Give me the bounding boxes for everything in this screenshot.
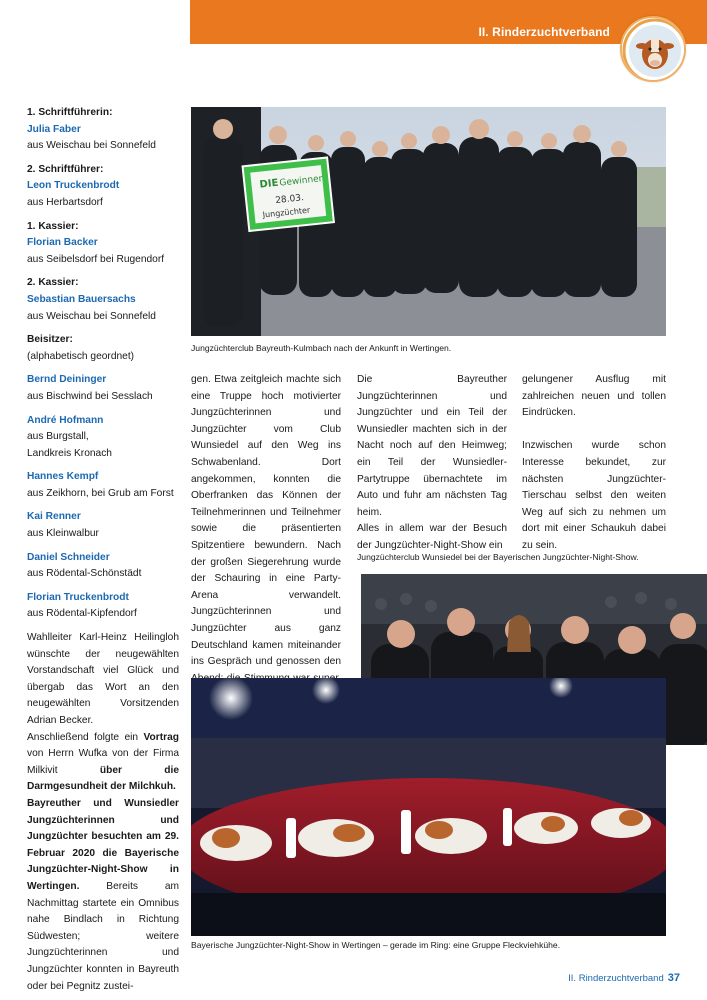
beisitzer-name: Daniel Schneider bbox=[27, 551, 110, 563]
nightshow-lead: Bayreuther und Wunsiedler Jungzüchterinnen und Jungzüchter besuchten am 29. Februar 2020 die Bayerische Jungzüchter-Night-Show in Wertingen. bbox=[27, 797, 179, 892]
caption-group-photo: Jungzüchterclub Bayreuth-Kulmbach nach der Ankunft in Wertingen. bbox=[191, 343, 452, 353]
beisitzer-block bbox=[27, 509, 179, 542]
officer-role: 2. Schriftführer: bbox=[27, 163, 104, 175]
lecture-text: Anschließend folgte ein bbox=[27, 731, 144, 743]
left-column bbox=[27, 105, 179, 995]
page-number: 37 bbox=[667, 972, 680, 984]
officer-place: aus Herbartsdorf bbox=[27, 196, 103, 208]
footer-section: II. Rinderzuchtverband bbox=[568, 973, 664, 984]
officer-name: Florian Backer bbox=[27, 237, 98, 249]
officer-place: aus Weischau bei Sonnefeld bbox=[27, 140, 156, 152]
caption-party-photo: Jungzüchterclub Wunsiedel bei der Bayerischen Jungzüchter-Night-Show. bbox=[357, 552, 639, 562]
lecture-paragraph bbox=[27, 730, 179, 796]
beisitzer-name: Kai Renner bbox=[27, 511, 81, 523]
beisitzer-block bbox=[27, 550, 179, 583]
officer-place: aus Seibelsdorf bei Rugendorf bbox=[27, 253, 165, 265]
body-paragraph: Alles in allem war der Besuch der Jungzüchter-Night-Show ein bbox=[357, 523, 507, 551]
beisitzer-block bbox=[27, 372, 179, 405]
officer-block bbox=[27, 162, 179, 212]
body-column-3 bbox=[522, 372, 666, 571]
lecture-bold: Vortrag bbox=[143, 731, 179, 743]
officer-block bbox=[27, 219, 179, 269]
beisitzer-place: aus Burgstall, bbox=[27, 431, 89, 443]
sign-text: 28.03. bbox=[274, 193, 305, 207]
beisitzer-place: aus Bischwind bei Sesslach bbox=[27, 390, 153, 402]
officer-role: 1. Kassier: bbox=[27, 220, 79, 232]
cow-logo-icon bbox=[620, 16, 686, 82]
beisitzer-place: aus Zeikhorn, bei Grub am Forst bbox=[27, 487, 174, 499]
body-column-2 bbox=[357, 372, 507, 571]
officer-name: Sebastian Bauersachs bbox=[27, 293, 136, 305]
officer-place: aus Weischau bei Sonnefeld bbox=[27, 310, 156, 322]
beisitzer-block bbox=[27, 590, 179, 623]
beisitzer-block bbox=[27, 413, 179, 463]
caption-arena-photo: Bayerische Jungzüchter-Night-Show in Wertingen – gerade im Ring: eine Gruppe Fleckviehkühe. bbox=[191, 940, 561, 950]
officer-block bbox=[27, 275, 179, 325]
beisitzer-place: aus Rödental-Kipfendorf bbox=[27, 608, 137, 620]
body-paragraph: Inzwischen wurde schon Interesse bekundet, zur nächsten Jungzüchter-Tierschau selbst den weiten Weg auf sich zu nehmen um dort mit einer Schaukuh dabei zu sein. bbox=[522, 440, 666, 551]
nightshow-arena-photo bbox=[191, 678, 666, 936]
section-title: II. Rinderzuchtverband bbox=[478, 25, 610, 39]
officer-role: 1. Schriftführerin: bbox=[27, 107, 113, 118]
lecture-text: von Herrn Wufka von der Firma Milkivit bbox=[27, 748, 179, 776]
beisitzer-name: Hannes Kempf bbox=[27, 471, 99, 483]
officer-role: 2. Kassier: bbox=[27, 277, 79, 289]
sign-text: Gewinner bbox=[279, 174, 323, 189]
beisitzer-name: Bernd Deininger bbox=[27, 374, 107, 386]
beisitzer-place: Landkreis Kronach bbox=[27, 447, 112, 459]
beisitzer-place: aus Kleinwalbur bbox=[27, 528, 99, 540]
group-photo-kulmbach bbox=[191, 107, 666, 336]
beisitzer-name: André Hofmann bbox=[27, 414, 104, 426]
beisitzer-place: aus Rödental-Schönstädt bbox=[27, 568, 142, 580]
nightshow-paragraph bbox=[27, 796, 179, 995]
body-paragraph: Die Bayreuther Jungzüchterinnen und Jungzüchter und ein Teil der Wunsiedler machten sich in der Nacht noch auf den Heimweg; ein Teil der Wunsiedler-Partytruppe übernachtete im Auto und fuhr am nächsten Tag heim. bbox=[357, 374, 507, 518]
election-paragraph: Wahlleiter Karl-Heinz Heilingloh wünschte der neugewählten Vorstandschaft viel Glück und übergab das Wort an den neugewählten Vorsitzenden Adrian Becker. bbox=[27, 632, 179, 726]
officer-name: Leon Truckenbrodt bbox=[27, 180, 120, 192]
officer-name: Julia Faber bbox=[27, 123, 81, 135]
lecture-topic: über die Darmgesundheit der Milchkuh. bbox=[27, 764, 179, 793]
body-paragraph: gelungener Ausflug mit zahlreichen neuen und tollen Eindrücken. bbox=[522, 374, 666, 419]
body-paragraph: gen. Etwa zeitgleich machte sich eine Truppe hoch motivierter Jungzüchterinnen und Jungzüchter vom Club Wunsiedel auf den Weg ins Schwabenland. Dort angekommen, konnten die Oberfranken das Können der Teilnehmerinnen und Teilnehmer sowie die präsentierten Spitzentiere bewundern. Nach der großen Siegerehrung wurde der Schauring in eine Party-Arena verwandelt. Jungzüchterinnen und Jungzüchter aus ganz Deutschland kamen miteinander ins Gespräch und genossen den bbox=[191, 374, 341, 668]
beisitzer-note: (alphabetisch geordnet) bbox=[27, 350, 135, 362]
sign-text: Jungzüchter bbox=[262, 205, 311, 220]
beisitzer-block bbox=[27, 469, 179, 502]
beisitzer-label: Beisitzer: bbox=[27, 334, 73, 346]
beisitzer-name: Florian Truckenbrodt bbox=[27, 591, 129, 603]
page-footer bbox=[568, 972, 680, 984]
beisitzer-heading bbox=[27, 332, 179, 365]
officer-block bbox=[27, 105, 179, 155]
nightshow-text: Bereits am Nachmittag startete ein Omnibus nahe Bindlach in Richtung Südwesten; weitere Jungzüchterinnen und Jungzüchter konnten in Bayreuth oder bei Pegnitz zustei- bbox=[27, 880, 179, 992]
sign-text: DIE bbox=[259, 177, 279, 191]
